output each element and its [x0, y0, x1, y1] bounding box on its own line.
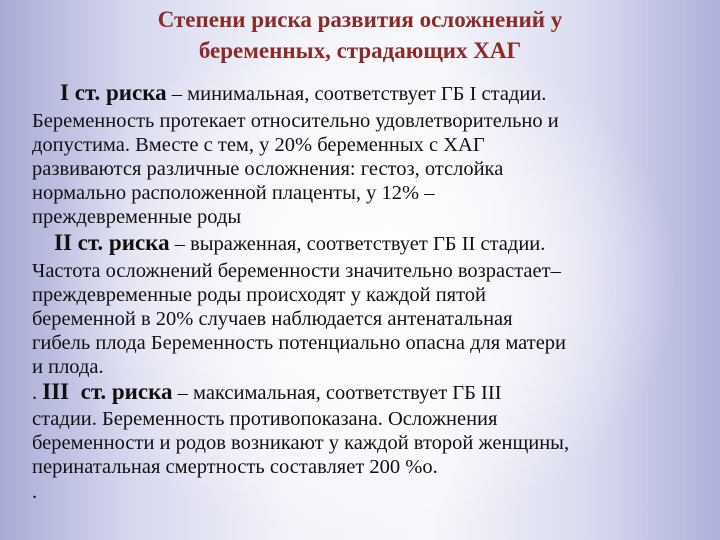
slide-title	[60, 4, 660, 66]
risk-grade-2-text-line: Частота осложнений беременности значительно возрастает–	[32, 260, 561, 282]
risk-grade-3-heading	[32, 378, 692, 407]
slide-title-line-2: беременных, страдающих ХАГ	[198, 38, 522, 63]
risk-grade-1-roman: I	[60, 80, 69, 105]
risk-grade-2-label: ст. риска	[77, 230, 170, 255]
risk-grade-2-text-line: преждевременные роды происходят у каждой пятой	[32, 284, 487, 306]
risk-grade-1-label: ст. риска	[74, 80, 167, 105]
risk-grade-1-text-line: преждевременные роды	[32, 206, 242, 228]
risk-grade-1-heading	[32, 78, 692, 109]
risk-grade-2	[32, 228, 692, 379]
risk-grade-2-description: – выраженная, соответствует ГБ II стадии.	[174, 233, 546, 255]
risk-grade-1-text-line: нормально расположенной плаценты, у 12% –	[32, 182, 435, 204]
risk-grade-3-text-line: перинатальная смертность составляет 200 %о.	[32, 456, 438, 478]
risk-grade-1-text-line: Беременность протекает относительно удовлетворительно и	[32, 110, 559, 132]
risk-grade-3-roman: III	[42, 379, 70, 404]
risk-grade-3	[32, 378, 692, 479]
risk-grade-2-text-line: беременной в 20% случаев наблюдается антенатальная	[32, 308, 513, 330]
risk-grade-1-text-line: развиваются различные осложнения: гестоз, отслойка	[32, 158, 504, 180]
slide-title-line-1: Степени риска развития осложнений у	[157, 7, 563, 32]
risk-grade-3-label: ст. риска	[80, 379, 173, 404]
risk-grade-2-heading	[32, 228, 692, 259]
risk-grade-3-text-line: стадии. Беременность противопоказана. Осложнения	[32, 408, 498, 430]
risk-grade-1-description: – минимальная, соответствует ГБ I стадии.	[171, 83, 547, 105]
risk-grade-1-text-line: допустима. Вместе с тем, у 20% беременных с ХАГ	[32, 134, 485, 156]
risk-grade-2-text-line: гибель плода Беременность потенциально опасна для матери	[32, 332, 567, 354]
risk-grade-2-roman: II	[54, 230, 72, 255]
risk-grade-3-prefix: .	[32, 382, 38, 404]
risk-grade-2-text-line: и плода.	[32, 356, 104, 378]
risk-grade-3-description: – максимальная, соответствует ГБ III	[177, 382, 502, 404]
trailing-dot: .	[32, 481, 38, 503]
risk-grade-3-text-line: беременности и родов возникают у каждой второй женщины,	[32, 432, 570, 454]
risk-grade-1	[32, 78, 692, 229]
